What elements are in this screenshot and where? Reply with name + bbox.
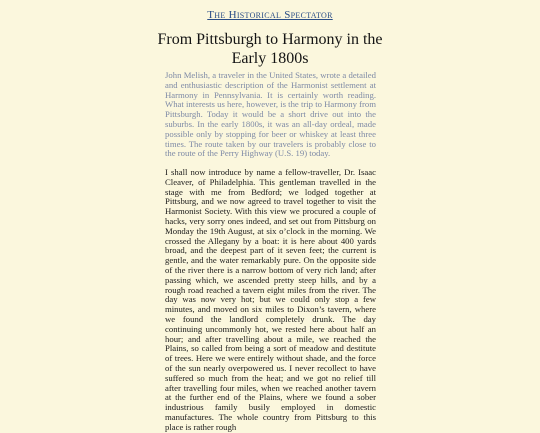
article-body: I shall now introduce by name a fellow-traveller, Dr. Isaac Cleaver, of Philadelphia. This gentleman travelled in the stage with me from Bedford; we lodged together at Pittsburg, and we now agreed to travel together to visit the Harmonist Society. With this view we procured a couple of hacks, very sorry ones indeed, and set out from Pittsburg on Monday the 19th August, at six o’clock in the morning. We crossed the Allegany by a boat: it is here about 400 yards broad, and the deepest part of it seven feet; the current is gentle, and the water remarkably pure. On the opposite side of the river there is a narrow bottom of very rich land; after passing which, we ascended pretty steep hills, and by a rough road reached a tavern eight miles from the river. The day was now very hot; but we could only stop a few minutes, and moved on six miles to Dixon’s tavern, where we found the landlord completely drunk. The day continuing uncommonly hot, we rested here about half an hour; and after travelling about a mile, we reached the Plains, so called from being a sort of meadow and destitute of trees. Here we were entirely without shade, and the force of the sun nearly overpowered us. I never recollect to have suffered so much from the heat; and we got no relief till after travelling four miles, when we reached another tavern at the further end of the Plains, where we found a sober industrious family busily employed in domestic manufactures. The whole country from Pittsburg to this place is rather rough xyxy=(165,167,376,432)
site-title-link[interactable]: The Historical Spectator xyxy=(207,9,333,21)
article-title: From Pittsburgh to Harmony in the Early 1800s xyxy=(157,31,383,67)
article-intro: John Melish, a traveler in the United States, wrote a detailed and enthusiastic description of the Harmonist settlement at Harmony in Pennsylvania. It is certainly worth reading. What interests us here, however, is the trip to Harmony from Pittsburgh. Today it would be a short drive out into the suburbs. In the early 1800s, it was an all-day ordeal, made possible only by stopping for beer or whiskey at least three times. The route taken by our travelers is probably close to the route of the Perry Highway (U.S. 19) today. xyxy=(165,70,376,159)
